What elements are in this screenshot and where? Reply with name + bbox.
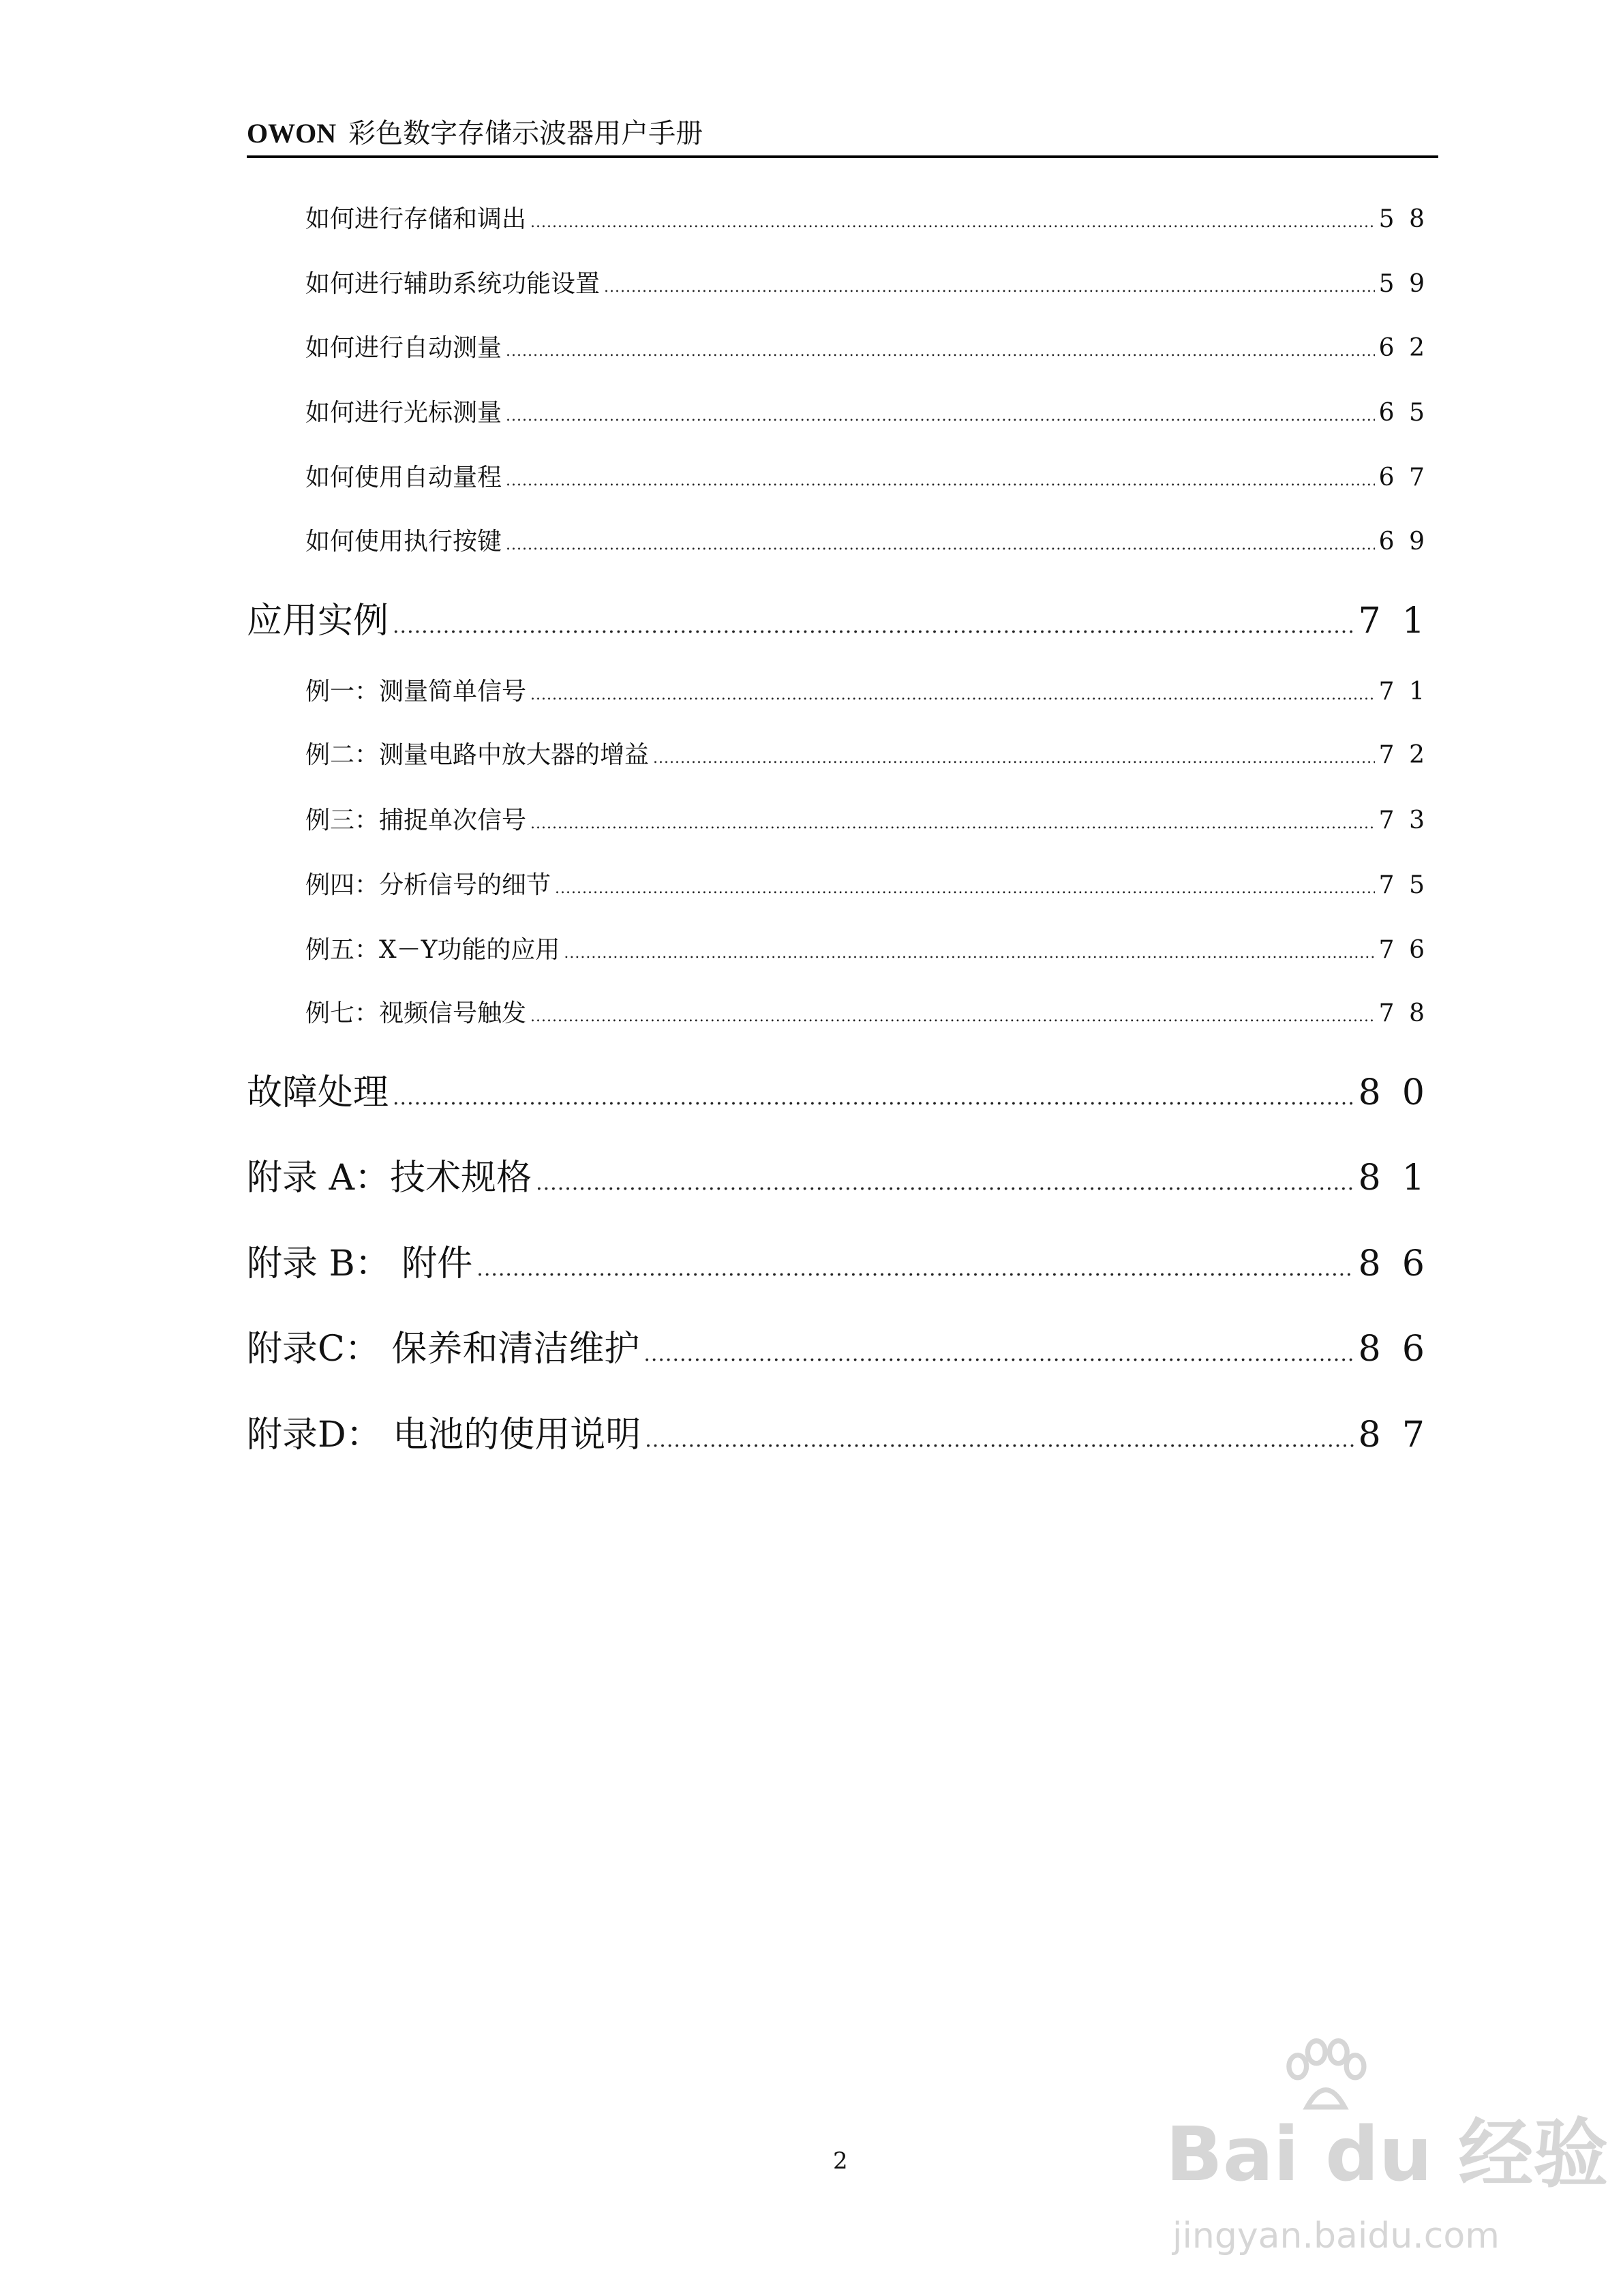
toc-entry[interactable] [305,269,1440,299]
toc-entry-label: 故障处理 [247,1072,389,1113]
toc-entry[interactable] [247,1328,1446,1370]
header-brand: OWON [247,118,337,149]
toc-entry-label: 例二：测量电路中放大器的增益 [305,741,650,769]
toc-entry-label: 如何进行存储和调出 [305,205,527,233]
toc-entry[interactable] [305,806,1440,835]
leader-dots [643,1342,1354,1367]
toc-entry-label: 应用实例 [247,601,389,641]
toc-entry[interactable] [247,1072,1446,1114]
toc-entry-label: 例四：分析信号的细节 [305,871,551,899]
leader-dots [530,214,1375,232]
toc-entry-label: 例一：测量简单信号 [305,678,527,706]
toc-entry-label: 例五：X－Y功能的应用 [305,936,560,964]
watermark-url: jingyan.baidu.com [1172,2216,1500,2256]
toc-entry-page: 78 [1378,999,1440,1027]
toc-entry-page: 75 [1378,871,1440,899]
toc-entry-page: 67 [1378,464,1440,492]
toc-entry[interactable] [305,871,1440,900]
toc-entry-label: 如何进行辅助系统功能设置 [305,270,601,298]
toc-entry-page: 72 [1378,741,1440,769]
toc-entry-label: 附录D： 电池的使用说明 [247,1415,641,1455]
toc-entry-page: 86 [1358,1329,1446,1370]
toc-entry-page: 71 [1378,678,1440,706]
toc-entry[interactable] [305,463,1440,492]
leader-dots [530,686,1375,704]
leader-dots [506,537,1375,554]
leader-dots [645,1428,1354,1453]
toc-entry[interactable] [305,333,1440,363]
toc-entry[interactable] [305,999,1440,1028]
leader-dots [530,815,1375,833]
baidu-watermark [1159,2038,1609,2270]
leader-dots [564,945,1374,963]
toc-entry[interactable] [305,677,1440,706]
toc-entry-label: 如何使用自动量程 [305,464,502,492]
toc-entry-page: 65 [1378,399,1440,427]
leader-dots [506,408,1375,425]
toc-entry-page: 59 [1378,270,1440,298]
toc-entry[interactable] [247,600,1446,642]
toc-entry[interactable] [305,205,1440,234]
toc-entry[interactable] [247,1157,1446,1199]
toc-entry-page: 71 [1358,601,1446,641]
running-header [247,115,1438,158]
toc-entry-label: 附录 A：技术规格 [247,1158,532,1198]
toc-entry-page: 58 [1378,205,1440,233]
leader-dots [506,472,1375,490]
leader-dots [506,343,1375,361]
toc-entry-label: 例七：视频信号触发 [305,999,527,1027]
leader-dots [536,1171,1354,1196]
toc-entry-page: 76 [1378,936,1440,964]
toc-entry-label: 如何进行光标测量 [305,399,502,427]
toc-entry-label: 附录C： 保养和清洁维护 [247,1329,640,1370]
toc-entry[interactable] [305,398,1440,427]
toc-entry-label: 如何进行自动测量 [305,334,502,362]
leader-dots [393,614,1354,639]
toc-entry-label: 如何使用执行按键 [305,528,502,556]
toc-entry-page: 73 [1378,806,1440,834]
toc-entry-page: 81 [1358,1158,1446,1198]
toc-entry-page: 86 [1358,1243,1446,1284]
toc-entry-page: 62 [1378,334,1440,362]
leader-dots [604,279,1375,297]
toc-entry[interactable] [305,527,1440,556]
leader-dots [476,1257,1354,1282]
toc-entry-label: 例三：捕捉单次信号 [305,806,527,834]
toc-entry-page: 69 [1378,528,1440,556]
leader-dots [530,1008,1375,1026]
header-title: 彩色数字存储示波器用户手册 [348,118,703,149]
toc-entry-label: 附录 B： 附件 [247,1243,473,1284]
toc-entry[interactable] [305,935,1440,965]
toc-entry[interactable] [247,1243,1446,1285]
leader-dots [653,750,1375,768]
leader-dots [555,880,1375,898]
page-number: 2 [833,2147,848,2175]
toc-entry[interactable] [305,740,1440,770]
toc-entry-page: 80 [1358,1072,1446,1113]
watermark-brand: Bai du 经验 [1166,2111,1609,2198]
toc-entry-page: 87 [1358,1415,1446,1455]
paw-logo-icon [1275,2038,1377,2113]
leader-dots [393,1086,1354,1111]
toc-entry[interactable] [247,1414,1446,1456]
